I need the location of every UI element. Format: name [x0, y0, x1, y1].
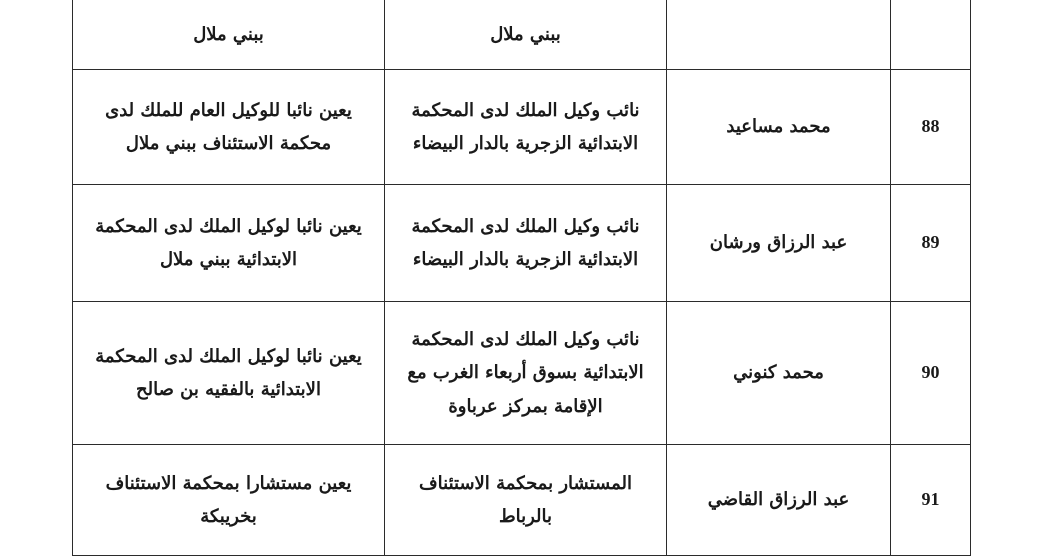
person-name: محمد مساعيد [667, 70, 891, 185]
new-appointment-line: يعين نائبا لوكيل الملك لدى المحكمة [95, 215, 362, 237]
new-appointment [73, 445, 385, 556]
header-prev-cell [385, 0, 667, 70]
table-header-row [73, 0, 971, 70]
new-appointment [73, 185, 385, 302]
new-appointment-line: يعين نائبا للوكيل العام للملك لدى [105, 99, 352, 121]
previous-position [385, 185, 667, 302]
previous-position-line: الابتدائية الزجرية بالدار البيضاء [412, 133, 639, 154]
previous-position [385, 302, 667, 445]
table-row [73, 445, 971, 556]
row-number: 90 [891, 302, 971, 445]
new-appointment-line: الابتدائية ببني ملال [159, 249, 298, 270]
previous-position-line: نائب وكيل الملك لدى المحكمة [411, 329, 640, 351]
header-prev-text: ببني ملال [490, 23, 561, 45]
new-appointment-line: محكمة الاستئناف ببني ملال [125, 133, 332, 154]
previous-position-line: نائب وكيل الملك لدى المحكمة [411, 99, 640, 121]
appointments-table [72, 0, 971, 556]
header-name-cell [667, 0, 891, 70]
row-number: 91 [891, 445, 971, 556]
new-appointment-line: يعين مستشارا بمحكمة الاستئناف [105, 472, 352, 494]
table-row [73, 185, 971, 302]
new-appointment-line: يعين نائبا لوكيل الملك لدى المحكمة [95, 345, 362, 367]
new-appointment [73, 302, 385, 445]
row-number: 89 [891, 185, 971, 302]
header-new-cell [73, 0, 385, 70]
person-name: عبد الرزاق القاضي [667, 445, 891, 556]
new-appointment [73, 70, 385, 185]
person-name: محمد كنوني [667, 302, 891, 445]
header-new-text: ببني ملال [193, 23, 264, 45]
header-num-cell [891, 0, 971, 70]
previous-position [385, 445, 667, 556]
previous-position-line: بالرباط [498, 506, 553, 527]
person-name: عبد الرزاق ورشان [667, 185, 891, 302]
new-appointment-line: الابتدائية بالفقيه بن صالح [136, 379, 321, 400]
previous-position-line: الابتدائية الزجرية بالدار البيضاء [412, 249, 639, 270]
table-row [73, 302, 971, 445]
previous-position [385, 70, 667, 185]
previous-position-line: المستشار بمحكمة الاستئناف [419, 472, 632, 494]
new-appointment-line: بخريبكة [200, 506, 257, 527]
table-row [73, 70, 971, 185]
row-number: 88 [891, 70, 971, 185]
previous-position-line: نائب وكيل الملك لدى المحكمة [411, 215, 640, 237]
previous-position-line: الإقامة بمركز عرباوة [448, 395, 603, 417]
previous-position-line: الابتدائية بسوق أربعاء الغرب مع [407, 362, 644, 384]
